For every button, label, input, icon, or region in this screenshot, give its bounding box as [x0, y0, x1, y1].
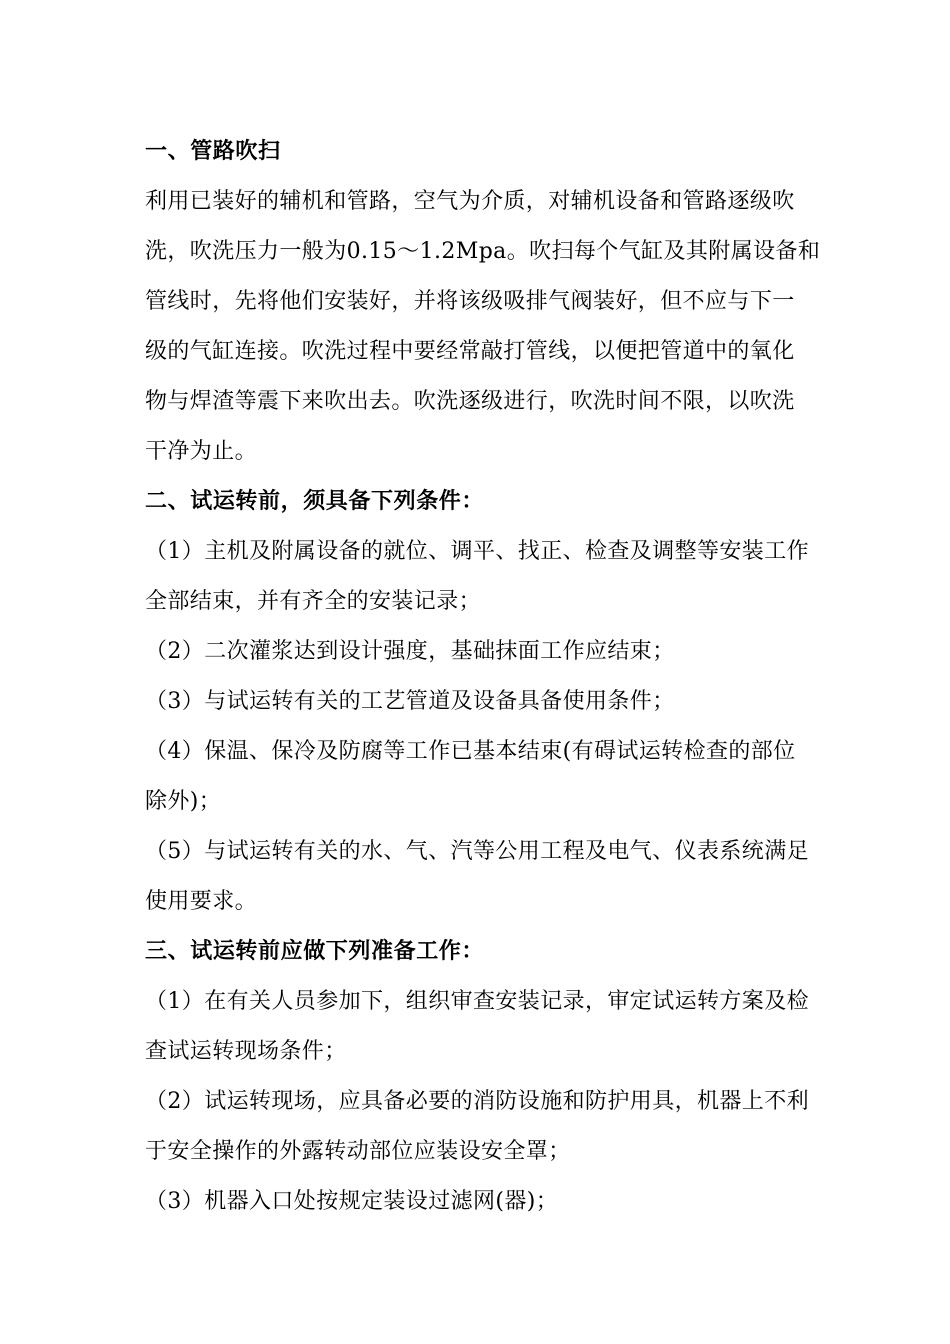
section-pre-trial-conditions: [145, 477, 810, 927]
list-item: [145, 827, 810, 927]
text-line: 使用要求。: [145, 889, 258, 914]
text-line: （1）主机及附属设备的就位、调平、找正、检查及调整等安装工作: [145, 539, 809, 564]
list-item: [145, 527, 810, 627]
list-item: [145, 977, 810, 1077]
list-item: [145, 677, 810, 727]
text-line: 洗，吹洗压力一般为0.15～1.2Mpa。吹扫每个气缸及其附属设备和: [145, 239, 821, 264]
text-line: 于安全操作的外露转动部位应装设安全罩；: [145, 1139, 571, 1164]
text-line: （3）与试运转有关的工艺管道及设备具备使用条件；: [145, 689, 675, 714]
text-line: （5）与试运转有关的水、气、汽等公用工程及电气、仪表系统满足: [145, 839, 809, 864]
paragraph: [145, 177, 821, 477]
list-item: [145, 627, 810, 677]
text-line: 级的气缸连接。吹洗过程中要经常敲打管线，以便把管道中的氧化: [145, 339, 795, 364]
section-heading: 一、管路吹扫: [145, 139, 281, 164]
section-heading: 二、试运转前，须具备下列条件：: [145, 489, 485, 514]
section-pre-trial-preparation: [145, 927, 810, 1227]
text-line: （4）保温、保冷及防腐等工作已基本结束(有碍试运转检查的部位: [145, 739, 796, 764]
text-line: 干净为止。: [145, 439, 258, 464]
text-line: 全部结束，并有齐全的安装记录；: [145, 589, 482, 614]
list-item: [145, 1077, 810, 1177]
text-line: 物与焊渣等震下来吹出去。吹洗逐级进行，吹洗时间不限，以吹洗: [145, 389, 795, 414]
section-pipeline-purge: [145, 127, 821, 477]
list-item: [145, 727, 810, 827]
text-line: （3）机器入口处按规定装设过滤网(器)；: [145, 1189, 559, 1214]
text-line: （1）在有关人员参加下，组织审查安装记录，审定试运转方案及检: [145, 989, 809, 1014]
list-item: [145, 1177, 810, 1227]
text-line: （2）二次灌浆达到设计强度，基础抹面工作应结束；: [145, 639, 675, 664]
text-line: 管线时，先将他们安装好，并将该级吸排气阀装好，但不应与下一: [145, 289, 795, 314]
text-line: （2）试运转现场，应具备必要的消防设施和防护用具，机器上不利: [145, 1089, 809, 1114]
text-line: 查试运转现场条件；: [145, 1039, 347, 1064]
text-line: 利用已装好的辅机和管路，空气为介质，对辅机设备和管路逐级吹: [145, 189, 795, 214]
section-heading: 三、试运转前应做下列准备工作：: [145, 939, 485, 964]
document-page: [145, 127, 821, 1227]
text-line: 除外)；: [145, 789, 222, 814]
